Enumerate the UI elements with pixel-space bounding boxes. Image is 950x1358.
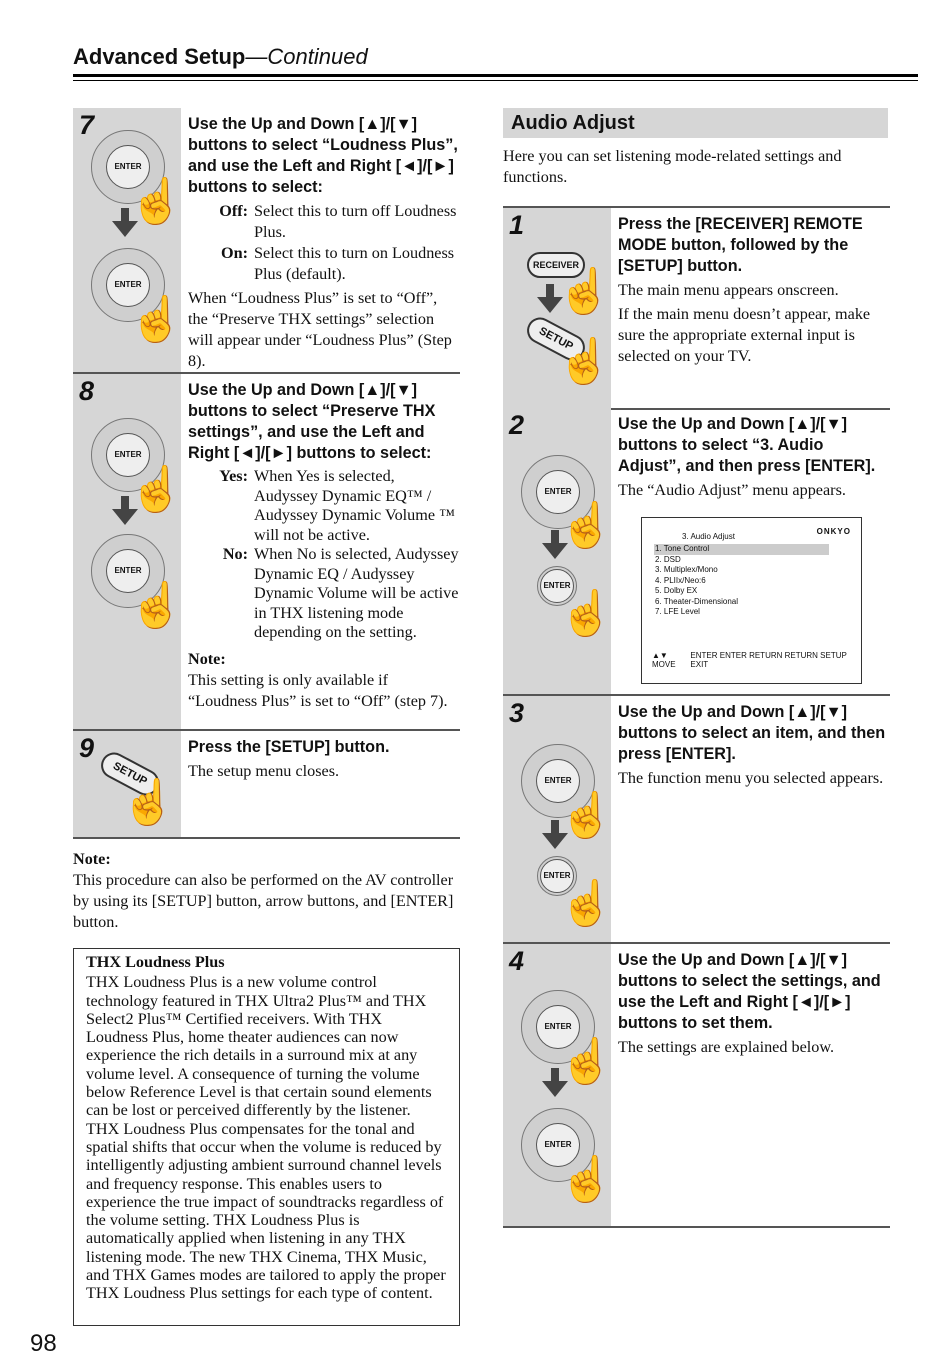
note-label: Note:: [73, 850, 111, 868]
header-rule-thin: [73, 80, 918, 81]
step-illustration: [503, 208, 611, 408]
enter-button-icon: ENTER: [106, 263, 150, 307]
step-illustration: [503, 696, 614, 942]
step-3: [503, 696, 890, 944]
hand-icon: ☝: [557, 337, 612, 386]
step-body: The function menu you selected appears.: [618, 769, 884, 787]
step-number: 1: [509, 210, 525, 240]
header-continued: —Continued: [245, 44, 368, 69]
osd-menu-item: 7. LFE Level: [655, 607, 700, 616]
enter-button-icon: ENTER: [106, 433, 150, 477]
osd-menu-list: [654, 544, 829, 618]
step-text: [618, 950, 890, 1061]
setup-button-icon: SETUP: [97, 748, 164, 800]
step-number: 3: [509, 698, 525, 728]
step-number: 4: [509, 946, 525, 976]
osd-footer-keys: ENTER ENTER RETURN RETURN SETUP EXIT: [690, 651, 847, 669]
hand-icon: ☝: [559, 589, 614, 638]
step-body: The “Audio Adjust” menu appears.: [618, 481, 846, 499]
arrow-down-icon: [121, 496, 129, 510]
osd-menu-item: 1. Tone Control: [654, 544, 829, 555]
procedure-note: [73, 849, 463, 933]
enter-button-icon: ENTER: [540, 569, 574, 603]
page-header: [73, 44, 368, 70]
hand-icon: ☝: [129, 177, 184, 226]
hand-icon: ☝: [559, 1155, 614, 1204]
enter-button-icon: ENTER: [540, 859, 574, 893]
step-instruction: Use the Up and Down [▲]/[▼] buttons to select the settings, and use the Left and Right [◄]/[►] buttons to set them.: [618, 951, 881, 1032]
thx-box-text: THX Loudness Plus is a new volume control technology featured in THX Ultra2 Plus™ and THX Select2 Plus™ Certified receivers. With THX Loudness Plus, home theater audiences can now experience the rich details in a surround mix at any volume level. A consequence of turning the volume below Reference Level is that certain sound elements can be lost or perceived differently by the listener. THX Loudness Plus compensates for the tonal and spatial shifts that occur when the volume is reduced by intelligently adjusting ambient surround channel levels and frequency response. This enables users to experience the true impact of soundtracks regardless of the volume setting. THX Loudness Plus is automatically applied when listening in any THX listening mode. The new THX Cinema, THX Music, and THX Games modes are tailored to apply the proper THX Loudness Plus settings for each type of content.: [86, 973, 446, 1303]
step-text: [188, 114, 460, 375]
osd-footer-move: ▲▼ MOVE: [652, 651, 676, 669]
step-1: [503, 206, 890, 410]
step-body-extra: If the main menu doesn’t appear, make sure the appropriate external input is selected on your TV.: [618, 305, 871, 365]
hand-icon: ☝: [559, 1037, 614, 1086]
option-desc: Select this to turn off Loudness Plus.: [254, 202, 457, 241]
enter-button-icon: ENTER: [536, 759, 580, 803]
step-illustration: [73, 108, 184, 372]
step-9: [73, 731, 460, 839]
arrow-down-head: [112, 221, 138, 237]
step-body: The setup menu closes.: [188, 762, 340, 780]
step-text: [618, 214, 890, 370]
step-number: 2: [509, 410, 525, 440]
arrow-down-icon: [551, 530, 559, 544]
hand-icon: ☝: [129, 295, 184, 344]
step-illustration: [503, 944, 614, 1226]
step-body: When “Loudness Plus” is set to “Off”, the “Preserve THX settings” selection will appear under “Loudness Plus” (Step 8).: [188, 289, 452, 370]
option-row: [188, 467, 460, 545]
osd-menu-item: 6. Theater-Dimensional: [655, 596, 739, 606]
arrow-down-head: [537, 297, 563, 313]
hand-icon: ☝: [559, 501, 614, 550]
step-text: [618, 414, 890, 504]
osd-menu-item: 2. DSD: [655, 554, 681, 564]
step-text: [618, 702, 890, 792]
hand-icon: ☝: [557, 267, 612, 316]
step-body: The main menu appears onscreen.: [618, 281, 839, 299]
option-list: [188, 467, 460, 643]
enter-button-icon: ENTER: [106, 145, 150, 189]
enter-button-icon: ENTER: [536, 1123, 580, 1167]
step-instruction: Use the Up and Down [▲]/[▼] buttons to select “3. Audio Adjust”, and then press [ENTER].: [618, 415, 876, 475]
arrow-down-icon: [546, 284, 554, 298]
step-instruction: Use the Up and Down [▲]/[▼] buttons to select “Loudness Plus”, and use the Left and Right [◄]/[►] buttons to select:: [188, 115, 458, 196]
thx-loudness-box: [73, 948, 460, 1326]
option-desc: Select this to turn on Loudness Plus (default).: [254, 244, 455, 283]
osd-audio-adjust-menu: [641, 517, 862, 684]
option-term: Off:: [219, 202, 248, 220]
option-row: [188, 545, 460, 643]
step-8: [73, 374, 460, 731]
step-instruction: Press the [RECEIVER] REMOTE MODE button, followed by the [SETUP] button.: [618, 215, 863, 275]
step-illustration: [73, 731, 181, 837]
option-term: No:: [222, 545, 248, 563]
step-text: [188, 737, 460, 785]
receiver-button-icon: RECEIVER: [527, 252, 585, 278]
osd-menu-item: 4. PLIIx/Neo:6: [655, 575, 706, 585]
arrow-down-icon: [551, 1068, 559, 1082]
enter-button-icon: ENTER: [536, 1005, 580, 1049]
osd-menu-item: 3. Multiplex/Mono: [655, 565, 718, 574]
step-number: 9: [79, 733, 95, 763]
option-list: [188, 201, 460, 285]
osd-title: 3. Audio Adjust: [682, 532, 735, 541]
arrow-down-head: [542, 1081, 568, 1097]
hand-icon: ☝: [129, 581, 184, 630]
step-illustration: [503, 408, 614, 694]
section-title: Audio Adjust: [503, 108, 888, 138]
header-rule: [73, 74, 918, 77]
step-instruction: Press the [SETUP] button.: [188, 738, 390, 756]
option-desc: When No is selected, Audyssey Dynamic EQ / Audyssey Dynamic Volume will be active in THX listening mode depending on the setting.: [254, 545, 459, 641]
step-number: 8: [79, 376, 95, 406]
option-desc: When Yes is selected, Audyssey Dynamic EQ™ / Audyssey Dynamic Volume ™ will not be active.: [254, 467, 455, 544]
hand-icon: ☝: [129, 465, 184, 514]
option-term: On:: [221, 244, 248, 262]
osd-footer: [652, 651, 853, 669]
enter-button-icon: ENTER: [106, 549, 150, 593]
setup-button-icon: SETUP: [523, 313, 590, 365]
arrow-down-head: [542, 543, 568, 559]
thx-box-title: THX Loudness Plus: [86, 953, 225, 971]
arrow-down-head: [542, 833, 568, 849]
page-number: 98: [30, 1330, 57, 1357]
option-term: Yes:: [219, 467, 248, 485]
hand-icon: ☝: [559, 791, 614, 840]
option-row: [188, 201, 460, 243]
note-text: This procedure can also be performed on the AV controller by using its [SETUP] button, arrow buttons, and [ENTER] button.: [73, 871, 454, 931]
step-number: 7: [79, 110, 95, 140]
onkyo-logo: ONKYO: [816, 527, 851, 536]
option-row: [188, 243, 460, 285]
step-text: [188, 380, 460, 715]
header-title: Advanced Setup: [73, 44, 246, 69]
step-7: [73, 108, 460, 374]
osd-menu-item: 5. Dolby EX: [655, 586, 698, 595]
arrow-down-head: [112, 509, 138, 525]
step-body: The settings are explained below.: [618, 1038, 835, 1056]
step-4: [503, 944, 890, 1228]
enter-button-icon: ENTER: [536, 470, 580, 514]
section-intro: Here you can set listening mode-related settings and functions.: [503, 147, 842, 186]
arrow-down-icon: [121, 208, 129, 222]
hand-icon: ☝: [559, 879, 614, 928]
step-instruction: Use the Up and Down [▲]/[▼] buttons to select “Preserve THX settings”, and use the Left and Right [◄]/[►] buttons to select:: [188, 381, 436, 462]
arrow-down-icon: [551, 820, 559, 834]
note-label: Note:: [188, 649, 226, 668]
step-illustration: [73, 374, 184, 729]
step-instruction: Use the Up and Down [▲]/[▼] buttons to select an item, and then press [ENTER].: [618, 703, 886, 763]
step-note: This setting is only available if “Loudness Plus” is set to “Off” (step 7).: [188, 670, 448, 710]
hand-icon: ☝: [121, 778, 176, 827]
